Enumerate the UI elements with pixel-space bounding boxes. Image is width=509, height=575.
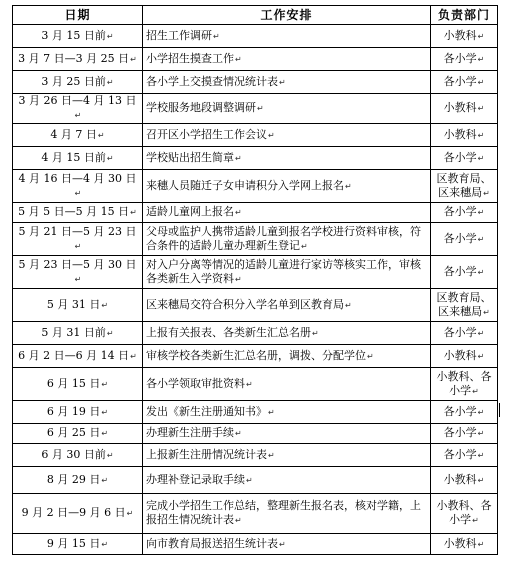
paragraph-mark-icon: ↵ <box>106 450 114 460</box>
table-row <box>13 368 498 401</box>
task-cell-text: 适龄儿童网上报名 <box>146 205 234 218</box>
task-cell-text: 区来穗局交符合积分入学名单到区教育局 <box>146 297 344 311</box>
dept-cell <box>431 147 498 170</box>
task-cell-text: 办理补登记录取手续 <box>146 472 245 486</box>
task-cell-text: 发出《新生注册通知书》 <box>146 404 267 418</box>
dept-cell-text: 各小学 <box>443 231 477 245</box>
dept-cell <box>431 48 498 71</box>
table-row <box>13 124 498 147</box>
task-cell-text: 完成小学招生工作总结，整理新生报名表，核对学籍，上报招生情况统计表 <box>146 499 421 526</box>
task-cell-text: 向市教育局报送招生统计表 <box>146 536 278 550</box>
paragraph-mark-icon: ↵ <box>235 274 242 284</box>
task-cell <box>143 494 431 534</box>
date-cell-text: 4 月 15 日前 <box>41 150 106 164</box>
date-cell-text: 3 月 25 日前 <box>41 74 106 88</box>
header-dept: 负责部门 <box>431 6 498 25</box>
task-cell-text: 审核学校各类新生汇总名册，调拨、分配学位 <box>146 348 366 362</box>
date-cell-text: 6 月 30 日前 <box>41 447 106 461</box>
table-row <box>13 223 498 256</box>
paragraph-mark-icon: ↵ <box>101 300 109 310</box>
dept-cell-text: 各小学 <box>443 74 477 88</box>
paragraph-mark-icon: ↵ <box>97 130 105 140</box>
task-cell-text: 上报有关报表、各类新生汇总名册 <box>146 325 311 339</box>
dept-cell-text: 小教科 <box>443 101 477 114</box>
table-row <box>13 444 498 467</box>
task-cell-text: 来穗人员随迁子女申请积分入学网上报名 <box>146 178 344 192</box>
date-cell-text: 5 月 23 日—5 月 30 日 <box>18 257 137 271</box>
paragraph-mark-icon: ↵ <box>101 539 109 549</box>
date-cell <box>13 94 143 124</box>
dept-cell <box>431 444 498 467</box>
date-cell <box>13 368 143 401</box>
task-cell <box>143 256 431 289</box>
task-cell <box>143 48 431 71</box>
paragraph-mark-icon: ↵ <box>235 208 242 217</box>
dept-cell-text: 区教育局、区来穗局 <box>436 290 492 318</box>
date-cell <box>13 170 143 203</box>
table-row <box>13 534 498 555</box>
paragraph-mark-icon: ↵ <box>477 31 485 41</box>
task-cell <box>143 424 431 444</box>
paragraph-mark-icon: ↵ <box>235 516 242 525</box>
paragraph-mark-icon: ↵ <box>106 328 114 338</box>
date-cell <box>13 48 143 71</box>
paragraph-mark-icon: ↵ <box>477 208 485 217</box>
date-cell-text: 3 月 15 日前 <box>41 28 106 42</box>
paragraph-mark-icon: ↵ <box>246 379 253 389</box>
header-task: 工作安排 <box>143 6 431 25</box>
task-cell-text: 对入户分离等情况的适龄儿童进行家访等核实工作，审核各类新生入学资料 <box>146 257 421 285</box>
paragraph-mark-icon: ↵ <box>130 351 137 361</box>
dept-cell <box>431 289 498 322</box>
dept-cell-text: 小教科 <box>443 28 477 42</box>
paragraph-mark-icon: ↵ <box>477 77 485 87</box>
task-cell-text: 学校贴出招生简章 <box>146 150 234 164</box>
dept-cell-text: 各小学 <box>443 51 477 65</box>
paragraph-mark-icon: ↵ <box>268 407 275 417</box>
dept-cell <box>431 256 498 289</box>
paragraph-mark-icon: ↵ <box>477 429 485 438</box>
task-cell <box>143 534 431 555</box>
date-cell-text: 9 月 15 日 <box>46 536 101 550</box>
task-cell <box>143 94 431 124</box>
paragraph-mark-icon: ↵ <box>74 188 82 198</box>
date-cell <box>13 203 143 223</box>
date-cell <box>13 345 143 368</box>
dept-cell <box>431 368 498 401</box>
paragraph-mark-icon: ↵ <box>483 307 490 317</box>
dept-cell-text: 各小学 <box>443 447 477 461</box>
task-cell-text: 召开区小学招生工作会议 <box>146 127 267 141</box>
table-row <box>13 424 498 444</box>
table-row <box>13 289 498 322</box>
task-cell <box>143 368 431 401</box>
paragraph-mark-icon: ↵ <box>477 153 485 163</box>
table-row <box>13 94 498 124</box>
paragraph-mark-icon: ↵ <box>477 539 485 549</box>
table-row <box>13 71 498 94</box>
header-row <box>13 6 498 25</box>
date-cell <box>13 124 143 147</box>
table-row <box>13 494 498 534</box>
paragraph-mark-icon: ↵ <box>279 77 286 87</box>
task-cell-text: 各小学上交摸查情况统计表 <box>146 74 278 88</box>
paragraph-mark-icon: ↵ <box>246 475 253 485</box>
dept-cell <box>431 534 498 555</box>
paragraph-mark-icon: ↵ <box>477 450 485 460</box>
paragraph-mark-icon: ↵ <box>126 509 134 518</box>
dept-cell <box>431 401 498 424</box>
paragraph-mark-icon: ↵ <box>477 267 485 277</box>
date-cell <box>13 444 143 467</box>
task-cell-text: 父母或监护人携带适龄儿童到报名学校进行资料审核，符合条件的适龄儿童办理新生登记 <box>146 224 421 252</box>
date-cell-text: 5 月 31 日前 <box>41 325 106 339</box>
task-cell <box>143 203 431 223</box>
task-cell <box>143 170 431 203</box>
paragraph-mark-icon: ↵ <box>301 241 308 251</box>
dept-cell <box>431 71 498 94</box>
paragraph-mark-icon: ↵ <box>477 475 485 485</box>
table-row <box>13 322 498 345</box>
paragraph-mark-icon: ↵ <box>101 475 109 485</box>
paragraph-mark-icon: ↵ <box>477 104 485 113</box>
dept-cell-text: 小教科、各小学 <box>436 499 492 526</box>
dept-cell-text: 小教科 <box>443 472 477 486</box>
dept-cell <box>431 94 498 124</box>
date-cell <box>13 494 143 534</box>
paragraph-mark-icon: ↵ <box>101 429 109 438</box>
dept-cell-text: 区教育局、区来穗局 <box>436 171 492 199</box>
header-date: 日期 <box>13 6 143 25</box>
table-row <box>13 256 498 289</box>
paragraph-mark-icon: ↵ <box>367 351 374 361</box>
table-row <box>13 48 498 71</box>
dept-cell <box>431 424 498 444</box>
dept-cell <box>431 124 498 147</box>
paragraph-mark-icon: ↵ <box>101 407 109 417</box>
dept-cell <box>431 345 498 368</box>
date-cell <box>13 25 143 48</box>
paragraph-mark-icon: ↵ <box>279 539 286 549</box>
dept-cell-text: 小教科、各小学 <box>436 369 492 397</box>
paragraph-mark-icon: ↵ <box>477 130 485 140</box>
text-cursor-mark <box>499 403 500 417</box>
date-cell <box>13 467 143 494</box>
dept-cell-text: 小教科 <box>443 536 477 550</box>
task-cell <box>143 444 431 467</box>
date-cell-text: 4 月 16 日—4 月 30 日 <box>18 171 137 185</box>
paragraph-mark-icon: ↵ <box>257 104 264 113</box>
paragraph-mark-icon: ↵ <box>106 77 114 87</box>
table-row <box>13 147 498 170</box>
task-cell <box>143 322 431 345</box>
dept-cell-text: 各小学 <box>443 325 477 339</box>
task-cell-text: 上报新生注册情况统计表 <box>146 447 267 461</box>
date-cell-text: 5 月 21 日—5 月 23 日 <box>18 224 137 238</box>
paragraph-mark-icon: ↵ <box>74 241 82 251</box>
date-cell-text: 5 月 5 日—5 月 15 日 <box>18 205 130 218</box>
paragraph-mark-icon: ↵ <box>472 386 479 396</box>
table-row <box>13 170 498 203</box>
dept-cell-text: 各小学 <box>443 205 477 218</box>
task-cell-text: 各小学领取审批资料 <box>146 376 245 390</box>
table-row <box>13 25 498 48</box>
task-cell-text: 办理新生注册手续 <box>146 426 234 439</box>
paragraph-mark-icon: ↵ <box>477 234 485 244</box>
task-cell-text: 招生工作调研 <box>146 28 212 42</box>
date-cell-text: 5 月 31 日 <box>46 297 101 311</box>
paragraph-mark-icon: ↵ <box>345 181 352 191</box>
table-row <box>13 401 498 424</box>
date-cell-text: 9 月 2 日—9 月 6 日 <box>21 506 126 519</box>
table-row <box>13 467 498 494</box>
date-cell-text: 4 月 7 日 <box>50 127 97 141</box>
date-cell <box>13 223 143 256</box>
dept-cell <box>431 170 498 203</box>
date-cell <box>13 289 143 322</box>
date-cell <box>13 71 143 94</box>
table-row <box>13 203 498 223</box>
task-cell <box>143 25 431 48</box>
dept-cell <box>431 25 498 48</box>
date-cell-text: 3 月 26 日—4 月 13 日 <box>18 94 137 107</box>
paragraph-mark-icon: ↵ <box>477 54 485 64</box>
paragraph-mark-icon: ↵ <box>268 450 275 460</box>
table-row <box>13 345 498 368</box>
paragraph-mark-icon: ↵ <box>312 328 319 338</box>
paragraph-mark-icon: ↵ <box>268 130 275 140</box>
paragraph-mark-icon: ↵ <box>477 407 485 417</box>
task-cell <box>143 401 431 424</box>
task-cell <box>143 71 431 94</box>
date-cell <box>13 256 143 289</box>
task-cell <box>143 467 431 494</box>
date-cell <box>13 147 143 170</box>
paragraph-mark-icon: ↵ <box>477 351 485 361</box>
date-cell <box>13 401 143 424</box>
paragraph-mark-icon: ↵ <box>213 31 220 41</box>
dept-cell <box>431 203 498 223</box>
date-cell <box>13 534 143 555</box>
paragraph-mark-icon: ↵ <box>130 208 137 217</box>
task-cell <box>143 124 431 147</box>
dept-cell-text: 各小学 <box>443 404 477 418</box>
date-cell-text: 6 月 15 日 <box>46 376 101 390</box>
dept-cell-text: 各小学 <box>443 150 477 164</box>
task-cell <box>143 289 431 322</box>
task-cell-text: 学校服务地段调整调研 <box>146 101 256 114</box>
task-cell <box>143 223 431 256</box>
paragraph-mark-icon: ↵ <box>235 153 242 163</box>
dept-cell-text: 各小学 <box>443 426 477 439</box>
dept-cell <box>431 322 498 345</box>
date-cell-text: 8 月 29 日 <box>46 472 101 486</box>
paragraph-mark-icon: ↵ <box>130 54 137 64</box>
task-cell <box>143 345 431 368</box>
paragraph-mark-icon: ↵ <box>74 111 82 120</box>
date-cell-text: 6 月 2 日—6 月 14 日 <box>18 348 130 362</box>
date-cell-text: 6 月 25 日 <box>46 426 101 439</box>
paragraph-mark-icon: ↵ <box>235 54 242 64</box>
task-cell <box>143 147 431 170</box>
dept-cell <box>431 467 498 494</box>
dept-cell <box>431 494 498 534</box>
paragraph-mark-icon: ↵ <box>345 300 352 310</box>
date-cell <box>13 424 143 444</box>
dept-cell-text: 小教科 <box>443 348 477 362</box>
date-cell-text: 6 月 19 日 <box>46 404 101 418</box>
paragraph-mark-icon: ↵ <box>106 31 114 41</box>
paragraph-mark-icon: ↵ <box>101 379 109 389</box>
date-cell-text: 3 月 7 日—3 月 25 日 <box>18 51 130 65</box>
paragraph-mark-icon: ↵ <box>477 328 485 338</box>
schedule-table <box>12 5 498 555</box>
dept-cell-text: 小教科 <box>443 127 477 141</box>
date-cell <box>13 322 143 345</box>
dept-cell <box>431 223 498 256</box>
paragraph-mark-icon: ↵ <box>74 274 82 284</box>
task-cell-text: 小学招生摸查工作 <box>146 51 234 65</box>
paragraph-mark-icon: ↵ <box>235 429 242 438</box>
paragraph-mark-icon: ↵ <box>106 153 114 163</box>
dept-cell-text: 各小学 <box>443 264 477 278</box>
paragraph-mark-icon: ↵ <box>483 188 490 198</box>
paragraph-mark-icon: ↵ <box>472 516 479 525</box>
